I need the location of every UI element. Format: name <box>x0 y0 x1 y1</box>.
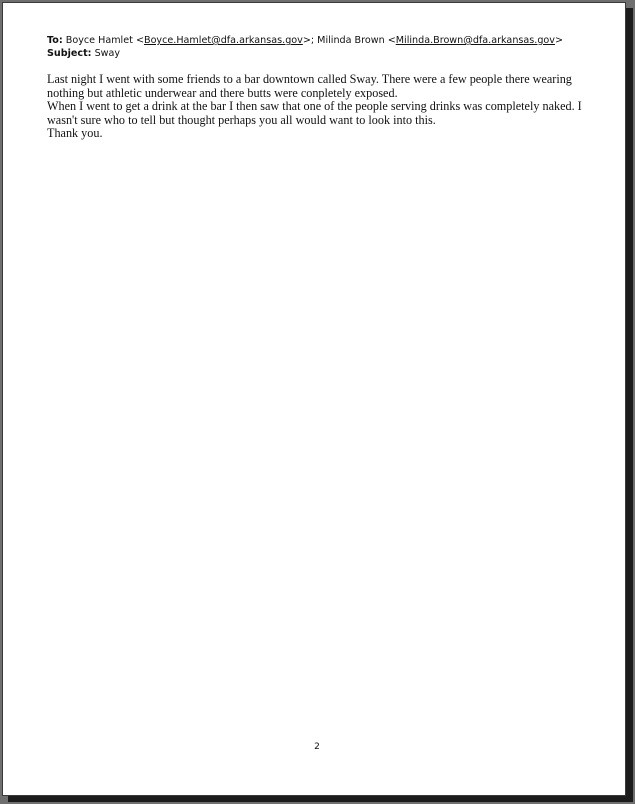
body-line: nothing but athletic underwear and there butts were conpletely exposed. <box>47 85 398 100</box>
recipient-email-link[interactable]: Milinda.Brown@dfa.arkansas.gov <box>395 35 555 46</box>
document-page <box>2 2 626 796</box>
to-line: To: Boyce Hamlet <Boyce.Hamlet@dfa.arkansas.gov>; Milinda Brown <Milinda.Brown@dfa.arkansas.gov> <box>47 35 564 46</box>
to-label: To: <box>47 35 63 46</box>
page-shadow <box>8 796 633 802</box>
body-line: Last night I went with some friends to a bar downtown called Sway. There were a few people there wearing <box>47 72 572 86</box>
body-line: wasn't sure who to tell but thought perhaps you all would want to look into this. <box>47 112 436 127</box>
page-shadow <box>626 8 633 799</box>
email-body <box>47 73 587 141</box>
page-number: 2 <box>314 742 320 752</box>
recipient-name: Boyce Hamlet <box>65 35 133 46</box>
recipient-email-link[interactable]: Boyce.Hamlet@dfa.arkansas.gov <box>143 35 303 46</box>
subject-text: Sway <box>94 48 121 59</box>
subject-line <box>47 47 563 60</box>
body-line: When I went to get a drink at the bar I then saw that one of the people serving drinks was completely naked. I <box>47 99 582 114</box>
subject-label: Subject: <box>47 48 92 59</box>
email-header <box>47 34 563 60</box>
recipient-name: Milinda Brown <box>317 35 385 46</box>
body-line: Thank you. <box>47 126 103 141</box>
